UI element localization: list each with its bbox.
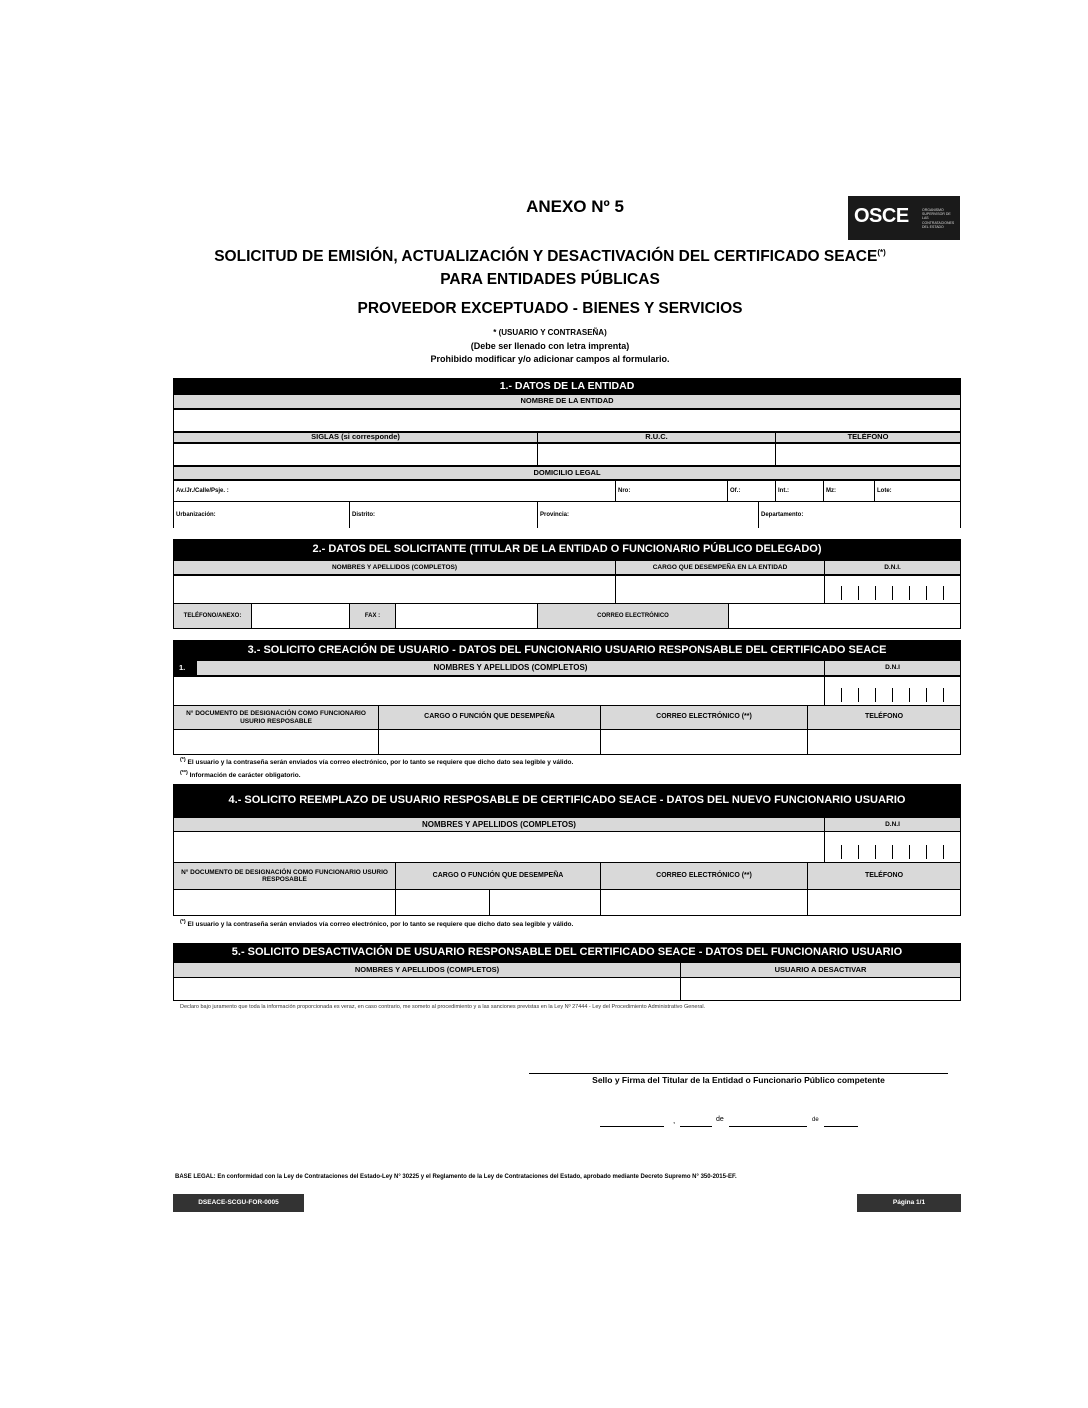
- s3-doc-field[interactable]: [173, 729, 379, 755]
- s4-cargo-field-a[interactable]: [395, 889, 490, 916]
- s1-ruc-field[interactable]: [537, 443, 776, 466]
- s3-footnote-1-sup: (*): [180, 757, 186, 763]
- s1-departamento-label: Departamento:: [761, 512, 804, 518]
- form-title-line2: PARA ENTIDADES PÚBLICAS: [440, 271, 660, 288]
- s2-correo-field[interactable]: [728, 603, 961, 629]
- form-subtitle: PROVEEDOR EXCEPTUADO - BIENES Y SERVICIOS: [357, 300, 743, 317]
- s3-doc-header: N° DOCUMENTO DE DESIGNACIÓN COMO FUNCIONARIO USURIO RESPOSABLE: [173, 705, 379, 730]
- date-de-1: de: [716, 1116, 724, 1123]
- s4-cargo-field-b[interactable]: [489, 889, 601, 916]
- s1-siglas-field[interactable]: [173, 443, 538, 466]
- date-comma: ,: [673, 1116, 676, 1125]
- s1-direccion-label: Av./Jr./Calle/Psje. :: [176, 488, 229, 494]
- osce-logo-small-text: ORGANISMO SUPERVISOR DE LAS CONTRATACIONES DEL ESTADO: [922, 208, 955, 229]
- s3-telefono-field[interactable]: [807, 729, 961, 755]
- s1-nro-label: Nro:: [618, 488, 631, 494]
- s1-telefono-header: TELÉFONO: [775, 432, 961, 443]
- s5-nombres-header: NOMBRES Y APELLIDOS (COMPLETOS): [173, 962, 681, 978]
- form-title-sup: (*): [877, 248, 886, 257]
- s2-cargo-header: CARGO QUE DESEMPEÑA EN LA ENTIDAD: [615, 560, 825, 575]
- s1-distrito-field[interactable]: [349, 501, 538, 528]
- s1-nombre-header: NOMBRE DE LA ENTIDAD: [173, 394, 961, 409]
- date-year-line[interactable]: [824, 1126, 858, 1127]
- s1-distrito-label: Distrito:: [352, 512, 375, 518]
- s2-dni-header: D.N.I.: [824, 560, 961, 575]
- s4-dni-header: D.N.I: [824, 817, 961, 832]
- anexo-title: ANEXO Nº 5: [526, 197, 624, 216]
- s1-of-label: Of.:: [730, 488, 741, 494]
- s4-nombres-field[interactable]: [173, 831, 825, 863]
- section5-title: 5.- SOLICITO DESACTIVACIÓN DE USUARIO RESPONSABLE DEL CERTIFICADO SEACE - DATOS DEL FUNCIONARIO USUARIO: [173, 943, 961, 962]
- s1-provincia-field[interactable]: [537, 501, 759, 528]
- s1-telefono-field[interactable]: [775, 443, 961, 466]
- s2-fax-label: FAX :: [349, 603, 396, 629]
- note-imprenta: (Debe ser llenado con letra imprenta): [470, 341, 630, 351]
- osce-logo-text: OSCE: [854, 205, 909, 227]
- s3-item-number: 1.: [173, 660, 197, 676]
- form-title-line1: SOLICITUD DE EMISIÓN, ACTUALIZACIÓN Y DESACTIVACIÓN DEL CERTIFICADO SEACE: [214, 248, 878, 266]
- s1-domicilio-header: DOMICILIO LEGAL: [173, 466, 961, 480]
- form-code: DSEACE-SCGU-FOR-0005: [173, 1194, 304, 1212]
- section3-title: 3.- SOLICITO CREACIÓN DE USUARIO - DATOS DEL FUNCIONARIO USUARIO RESPONSABLE DEL CERTIFICADO SEACE: [173, 640, 961, 660]
- s1-urbanizacion-label: Urbanización:: [176, 512, 216, 518]
- note-prohibido: Prohibido modificar y/o adicionar campos al formulario.: [430, 354, 670, 364]
- s3-correo-field[interactable]: [600, 729, 808, 755]
- base-legal: BASE LEGAL: En conformidad con la Ley de Contrataciones del Estado-Ley N° 30225 y el Reglamento de la Ley de Contrataciones del Estado, aprobado mediante Decreto Supremo N° 350-2015-EF.: [175, 1174, 737, 1180]
- s1-direccion-field[interactable]: [173, 480, 616, 502]
- s2-cargo-field[interactable]: [615, 575, 825, 604]
- s4-doc-header: N° DOCUMENTO DE DESIGNACIÓN COMO FUNCIONARIO USURIO RESPOSABLE: [173, 862, 396, 890]
- s4-footnote-1-text: El usuario y la contraseña serán enviados vía correo electrónico, por lo tanto se requiere que dicho dato sea legible y válido.: [187, 921, 574, 929]
- s5-nombres-field[interactable]: [173, 977, 681, 1001]
- s1-ruc-header: R.U.C.: [537, 432, 776, 443]
- s4-telefono-field[interactable]: [807, 889, 961, 916]
- section1-title: 1.- DATOS DE LA ENTIDAD: [173, 378, 961, 394]
- s5-declaracion: Declaro bajo juramento que toda la información proporcionada es veraz, en caso contrario, me someto al procedimiento y a las sanciones previstas en la Ley Nº 27444 - Ley del Procedimiento Administrativo General.: [180, 1004, 706, 1010]
- s4-doc-field[interactable]: [173, 889, 396, 916]
- s1-urbanizacion-field[interactable]: [173, 501, 350, 528]
- s3-telefono-header: TELÉFONO: [807, 705, 961, 730]
- s1-nro-field[interactable]: [615, 480, 728, 502]
- section4-title: 4.- SOLICITO REEMPLAZO DE USUARIO RESPOSABLE DE CERTIFICADO SEACE - DATOS DEL NUEVO FUNCIONARIO USUARIO: [173, 784, 961, 817]
- s4-correo-field[interactable]: [600, 889, 808, 916]
- s3-cargo-header: CARGO O FUNCIÓN QUE DESEMPEÑA: [378, 705, 601, 730]
- signature-label: Sello y Firma del Titular de la Entidad o Funcionario Público competente: [592, 1075, 885, 1085]
- note-usuario: * (USUARIO Y CONTRASEÑA): [493, 328, 607, 337]
- s4-nombres-header: NOMBRES Y APELLIDOS (COMPLETOS): [173, 817, 825, 832]
- date-day-line[interactable]: [680, 1126, 712, 1127]
- s4-footnote-1: [180, 919, 573, 928]
- s2-nombres-header: NOMBRES Y APELLIDOS (COMPLETOS): [173, 560, 616, 575]
- s3-footnote-1: [180, 757, 573, 766]
- s4-cargo-header: CARGO O FUNCIÓN QUE DESEMPEÑA: [395, 862, 601, 890]
- date-place-line[interactable]: [600, 1126, 664, 1127]
- date-month-line[interactable]: [729, 1126, 807, 1127]
- s3-footnote-2-sup: (**): [180, 770, 188, 776]
- s3-footnote-2: [180, 770, 301, 779]
- page-number: Página 1/1: [857, 1194, 961, 1212]
- s1-mz-label: Mz:: [826, 488, 836, 494]
- section2-title: 2.- DATOS DEL SOLICITANTE (TITULAR DE LA ENTIDAD O FUNCIONARIO PÚBLICO DELEGADO): [173, 539, 961, 560]
- s1-departamento-field[interactable]: [758, 501, 961, 528]
- s2-telefono-field[interactable]: [251, 603, 350, 629]
- s3-nombres-field[interactable]: [173, 676, 825, 706]
- s1-of-field[interactable]: [727, 480, 776, 502]
- s2-fax-field[interactable]: [395, 603, 538, 629]
- s3-footnote-1-text: El usuario y la contraseña serán enviados vía correo electrónico, por lo tanto se requiere que dicho dato sea legible y válido.: [187, 759, 574, 767]
- s1-provincia-label: Provincia:: [540, 512, 570, 518]
- osce-logo: [848, 196, 960, 240]
- s3-dni-header: D.N.I: [824, 660, 961, 676]
- signature-line[interactable]: [529, 1073, 948, 1074]
- s4-correo-header: CORREO ELECTRÓNICO (**): [600, 862, 808, 890]
- s1-nombre-field[interactable]: [173, 409, 961, 432]
- s1-int-label: Int.:: [778, 488, 789, 494]
- s2-nombres-field[interactable]: [173, 575, 616, 604]
- s4-telefono-header: TELÉFONO: [807, 862, 961, 890]
- s3-nombres-header: NOMBRES Y APELLIDOS (COMPLETOS): [196, 660, 825, 676]
- s5-usuario-field[interactable]: [680, 977, 961, 1001]
- s1-lote-field[interactable]: [874, 480, 961, 502]
- form-title: [150, 248, 950, 266]
- s3-footnote-2-text: Información de carácter obligatorio.: [189, 772, 301, 780]
- s3-cargo-field[interactable]: [378, 729, 601, 755]
- s1-int-field[interactable]: [775, 480, 824, 502]
- s1-siglas-header: SIGLAS (si corresponde): [173, 432, 538, 443]
- s4-footnote-1-sup: (*): [180, 919, 186, 925]
- s3-correo-header: CORREO ELECTRÓNICO (**): [600, 705, 808, 730]
- s1-lote-label: Lote:: [877, 488, 892, 494]
- s2-telefono-label: TELÉFONO/ANEXO:: [173, 603, 252, 629]
- date-de-2: de: [812, 1117, 819, 1123]
- s5-usuario-header: USUARIO A DESACTIVAR: [680, 962, 961, 978]
- s2-correo-label: CORREO ELECTRÓNICO: [537, 603, 729, 629]
- s1-mz-field[interactable]: [823, 480, 875, 502]
